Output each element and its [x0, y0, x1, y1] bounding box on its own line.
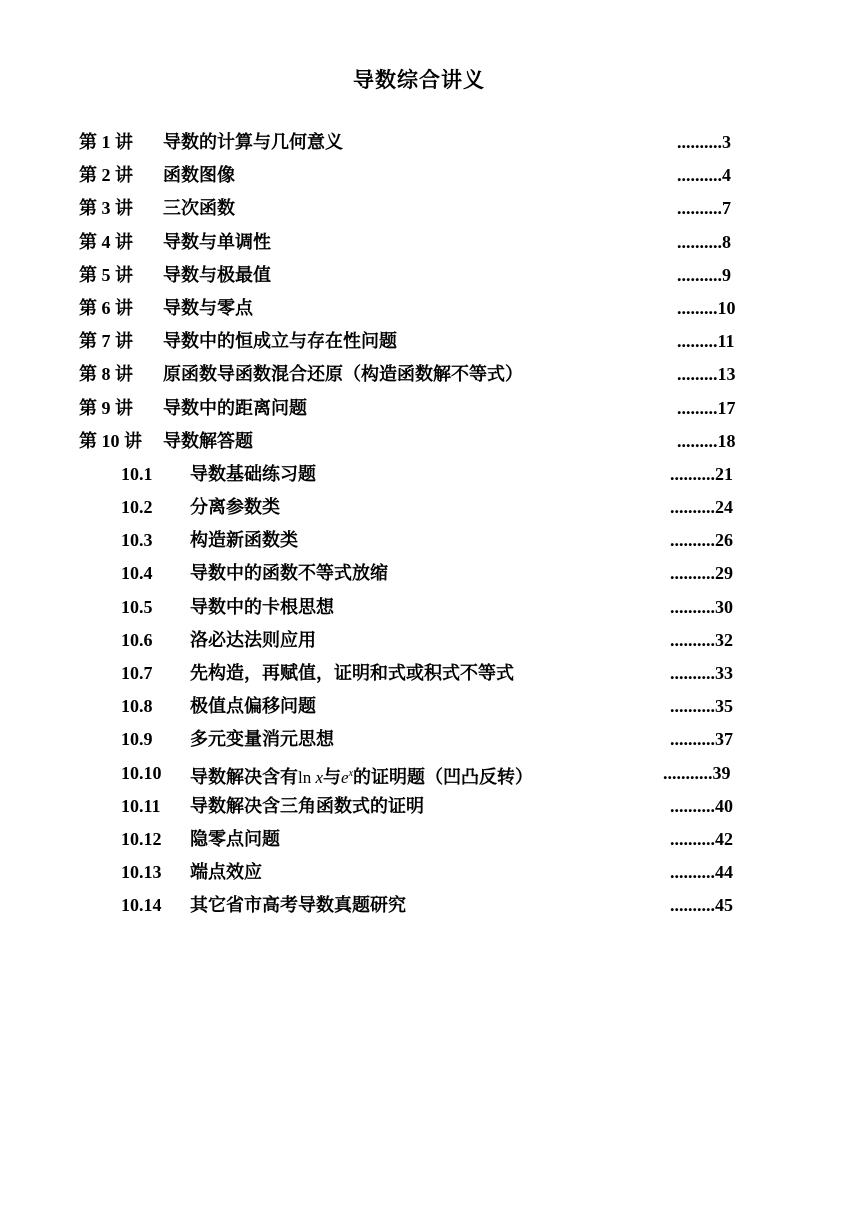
lecture-title: 函数图像 [163, 165, 235, 187]
toc-entry-lecture-2[interactable] [0, 159, 860, 192]
section-title: 导数基础练习题 [190, 463, 316, 485]
lecture-title: 导数中的恒成立与存在性问题 [163, 331, 397, 353]
lecture-number: 第 10 讲 [79, 430, 142, 452]
lecture-title: 原函数导函数混合还原（构造函数解不等式） [163, 364, 523, 386]
lecture-number: 第 4 讲 [79, 231, 133, 253]
page-number: ..........45 [670, 895, 733, 916]
page-number: ..........32 [670, 629, 733, 650]
lecture-title: 导数与零点 [163, 297, 253, 319]
toc-entry-lecture-1[interactable] [0, 126, 860, 159]
page-number: ..........29 [670, 563, 733, 584]
toc-entry-section-10-6[interactable] [0, 624, 860, 657]
page-number: ..........3 [677, 132, 731, 152]
toc-entry-section-10-11[interactable] [0, 790, 860, 823]
section-title: 导数中的函数不等式放缩 [190, 563, 388, 585]
toc-entry-section-10-4[interactable] [0, 557, 860, 590]
toc-entry-lecture-8[interactable] [0, 358, 860, 391]
toc-entry-section-10-5[interactable] [0, 591, 860, 624]
page-number: .........10 [677, 297, 736, 318]
lecture-title: 导数与单调性 [163, 231, 271, 253]
section-number: 10.8 [121, 696, 153, 717]
section-title: 先构造，再赋值，证明和式或积式不等式 [190, 663, 514, 684]
page-number: .........13 [677, 364, 736, 385]
page-number: ..........8 [677, 231, 731, 252]
toc-entry-section-10-9[interactable] [0, 723, 860, 756]
page-number: ..........9 [677, 264, 731, 285]
table-of-contents [0, 126, 860, 923]
section-number: 10.7 [121, 663, 153, 683]
page-number: .........17 [677, 397, 736, 418]
page-number: ..........33 [670, 663, 733, 683]
lecture-title: 三次函数 [163, 198, 235, 220]
section-number: 10.9 [121, 729, 153, 750]
lecture-title: 导数解答题 [163, 430, 253, 452]
toc-entry-lecture-5[interactable] [0, 259, 860, 292]
page-number: .........11 [677, 331, 735, 352]
page-number: ..........35 [670, 696, 733, 717]
toc-entry-section-10-10[interactable] [0, 757, 860, 790]
section-title: 端点效应 [190, 862, 262, 884]
page-number: .........18 [677, 430, 736, 451]
page-number: ..........24 [670, 497, 733, 518]
section-number: 10.14 [121, 895, 162, 916]
lecture-number: 第 8 讲 [79, 364, 133, 386]
section-number: 10.5 [121, 596, 153, 617]
section-title: 构造新函数类 [190, 530, 298, 552]
page-number: ..........4 [677, 165, 731, 186]
section-number: 10.6 [121, 629, 153, 650]
section-title: 隐零点问题 [190, 828, 280, 850]
page-number: ..........26 [670, 530, 733, 551]
section-title: 导数中的卡根思想 [190, 596, 334, 618]
toc-entry-section-10-2[interactable] [0, 491, 860, 524]
toc-entry-lecture-7[interactable] [0, 325, 860, 358]
section-title: 导数解决含有ln x与$e^x$的证明题（凹凸反转） [190, 766, 534, 788]
toc-entry-lecture-4[interactable] [0, 226, 860, 259]
lecture-number: 第 7 讲 [79, 331, 133, 353]
lecture-title: 导数与极最值 [163, 264, 271, 286]
page-number: ...........39 [663, 762, 731, 783]
toc-entry-lecture-6[interactable] [0, 292, 860, 325]
toc-entry-section-10-12[interactable] [0, 823, 860, 856]
document-title: 导数综合讲义 [353, 68, 485, 92]
section-title: 极值点偏移问题 [190, 696, 316, 718]
section-number: 10.11 [121, 795, 161, 816]
page-number: ..........44 [670, 862, 733, 883]
toc-entry-lecture-3[interactable] [0, 192, 860, 225]
section-number: 10.3 [121, 530, 153, 551]
page-number: ..........7 [677, 198, 731, 219]
section-number: 10.2 [121, 497, 153, 518]
page-number: ..........21 [670, 463, 733, 484]
lecture-title: 导数中的距离问题 [163, 397, 307, 419]
lecture-title: 导数的计算与几何意义 [163, 132, 343, 153]
page-number: ..........30 [670, 596, 733, 617]
toc-entry-section-10-8[interactable] [0, 690, 860, 723]
section-number: 10.12 [121, 828, 162, 849]
ln-x-formula: ln x [298, 767, 324, 787]
lecture-number: 第 1 讲 [79, 132, 133, 153]
page-number: ..........37 [670, 729, 733, 750]
section-title: 洛必达法则应用 [190, 629, 316, 651]
section-number: 10.13 [121, 862, 162, 883]
toc-entry-lecture-10[interactable] [0, 425, 860, 458]
section-title: 其它省市高考导数真题研究 [190, 895, 406, 917]
lecture-number: 第 3 讲 [79, 198, 133, 220]
lecture-number: 第 6 讲 [79, 297, 133, 319]
section-title: 多元变量消元思想 [190, 729, 334, 751]
lecture-number: 第 9 讲 [79, 397, 133, 419]
toc-entry-section-10-13[interactable] [0, 856, 860, 889]
section-title: 分离参数类 [190, 497, 280, 519]
exp-formula: $e^x$ [341, 767, 354, 787]
page-number: ..........42 [670, 828, 733, 849]
section-title: 导数解决含三角函数式的证明 [190, 795, 424, 817]
toc-entry-section-10-3[interactable] [0, 524, 860, 557]
page-number: ..........40 [670, 795, 733, 816]
toc-entry-section-10-1[interactable] [0, 458, 860, 491]
lecture-number: 第 2 讲 [79, 165, 133, 187]
toc-entry-section-10-7[interactable] [0, 657, 860, 690]
section-number: 10.10 [121, 762, 162, 783]
section-number: 10.4 [121, 563, 153, 584]
toc-entry-lecture-9[interactable] [0, 392, 860, 425]
toc-entry-section-10-14[interactable] [0, 889, 860, 922]
lecture-number: 第 5 讲 [79, 264, 133, 286]
section-number: 10.1 [121, 463, 153, 484]
